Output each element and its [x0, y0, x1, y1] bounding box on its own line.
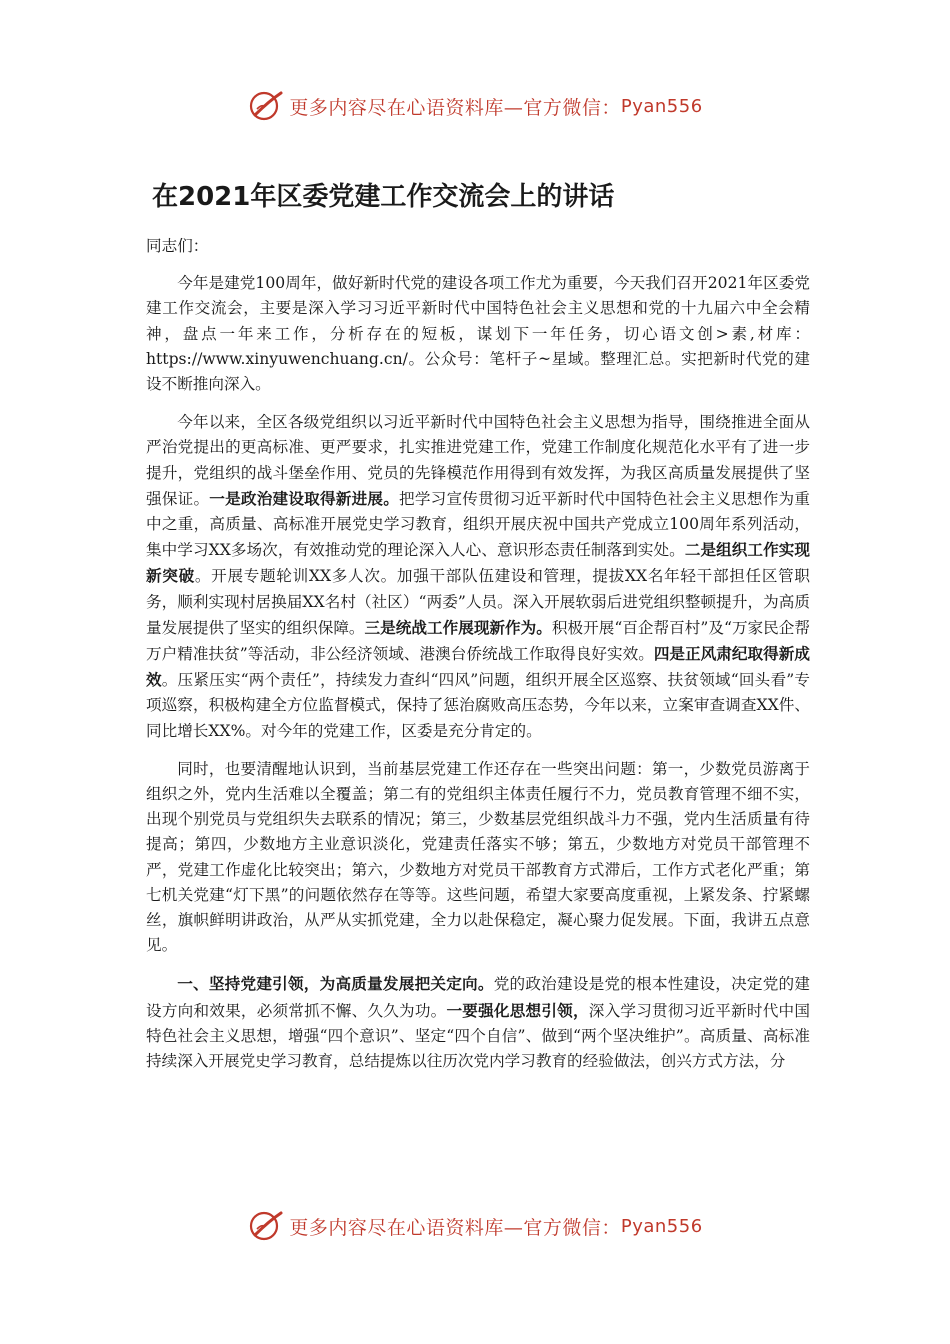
- document-title: 在2021年区委党建工作交流会上的讲话: [152, 182, 615, 212]
- watermark-wechat-id: Pyan556: [620, 1215, 703, 1237]
- p2-text-2: 把学习宣传贯彻习近平新时代中国特色社会主义思想作为重中之重，高质量、高标准开展党史学习教育，组织开展庆祝中国共产党成立100周年系列活动，集中学习XX多场次，有效推动党的理论深入人心、意识形态责任制落到实处。: [146, 489, 810, 560]
- watermark-text: 更多内容尽在心语资料库—官方微信：: [289, 1216, 621, 1239]
- p2-text-1: 今年以来，全区各级党组织以习近平新时代中国特色社会主义思想为指导，围绕推进全面从严治党提出的更高标准、更严要求，扎实推进党建工作，党建工作制度化规范化水平有了进一步提升，党组织的战斗堡垒作用、党员的先锋模范作用得到有效发挥，为我区高质量发展提供了坚强保证。: [146, 413, 810, 508]
- p2-text-4: 积极开展“百企帮百村”及“万家民企帮万户精准扶贫”等活动，非公经济领域、港澳台侨统战工作取得良好实效。: [146, 618, 810, 664]
- watermark-banner-top: [0, 86, 950, 126]
- p2-bold-4: 四是正风肃纪取得新成效: [146, 644, 810, 690]
- paragraph-1: 今年是建党100周年，做好新时代党的建设各项工作尤为重要，今天我们召开2021年区委党建工作交流会，主要是深入学习习近平新时代中国特色社会主义思想和党的十九届六中全会精神，盘点一年来工作，分析存在的短板，谋划下一年任务，切心语文创>素,材库：https://www.xinyuwenchuang.cn/。公众号：笔杆子~星域。整理汇总。实把新时代党的建设不断推向深入。: [146, 274, 810, 394]
- p4-text-1: 党的政治建设是党的根本性建设，决定党的建设方向和效果，必须常抓不懈、久久为功。: [146, 975, 810, 1020]
- p4-text-2: 深入学习贯彻习近平新时代中国特色社会主义思想，增强“四个意识”、坚定“四个自信”、做到“两个坚决维护”。高质量、高标准持续深入开展党史学习教育，总结提炼以往历次党内学习教育的经验做法，创兴方式方法，分: [146, 1001, 810, 1071]
- p4-bold-2: 一要强化思想引领，: [446, 1000, 589, 1020]
- p2-bold-1: 一是政治建设取得新进展。: [209, 488, 400, 508]
- watermark-wechat-id: Pyan556: [620, 95, 703, 117]
- p2-text-3: 。开展专题轮训XX多人次。加强干部队伍建设和管理，提拔XX名年轻干部担任区管职务，顺利实现村居换届XX名村（社区）“两委”人员。深入开展软弱后进党组织整顿提升，为高质量发展提供了坚实的组织保障。: [146, 567, 810, 637]
- p4-bold-1: 一、坚持党建引领，为高质量发展把关定向。: [177, 974, 494, 994]
- brush-logo-icon: [247, 89, 285, 123]
- p2-bold-3: 三是统战工作展现新作为。: [364, 617, 552, 637]
- brush-logo-icon: [247, 1209, 285, 1243]
- paragraph-2: [146, 410, 810, 744]
- greeting: 同志们：: [146, 237, 209, 255]
- watermark-text: 更多内容尽在心语资料库—官方微信：: [289, 96, 621, 119]
- p2-text-5: 。压紧压实“两个责任”，持续发力查纠“四风”问题，组织开展全区巡察、扶贫领域“回头看”专项巡察，积极构建全方位监督模式，保持了惩治腐败高压态势，今年以来，立案审查调查XX件、同比增长XX%。对今年的党建工作，区委是充分肯定的。: [146, 671, 810, 740]
- watermark-banner-bottom: [0, 1206, 950, 1246]
- paragraph-4: [146, 971, 810, 1074]
- paragraph-3: 同时，也要清醒地认识到，当前基层党建工作还存在一些突出问题：第一，少数党员游离于组织之外，党内生活难以全覆盖；第二有的党组织主体责任履行不力，党员教育管理不细不实，出现个别党员与党组织失去联系的情况；第三，少数基层党组织战斗力不强，党内生活质量有待提高；第四，少数地方主业意识淡化，党建责任落实不够；第五，少数地方对党员干部管理不严，党建工作虚化比较突出；第六，少数地方对党员干部教育方式滞后，工作方式老化严重；第七机关党建“灯下黑”的问题依然存在等等。这些问题，希望大家要高度重视，上紧发条、拧紧螺丝，旗帜鲜明讲政治，从严从实抓党建，全力以赴保稳定，凝心聚力促发展。下面，我讲五点意见。: [146, 759, 810, 955]
- document-body: [146, 234, 810, 1087]
- p2-bold-2: 二是组织工作实现新突破: [146, 540, 810, 586]
